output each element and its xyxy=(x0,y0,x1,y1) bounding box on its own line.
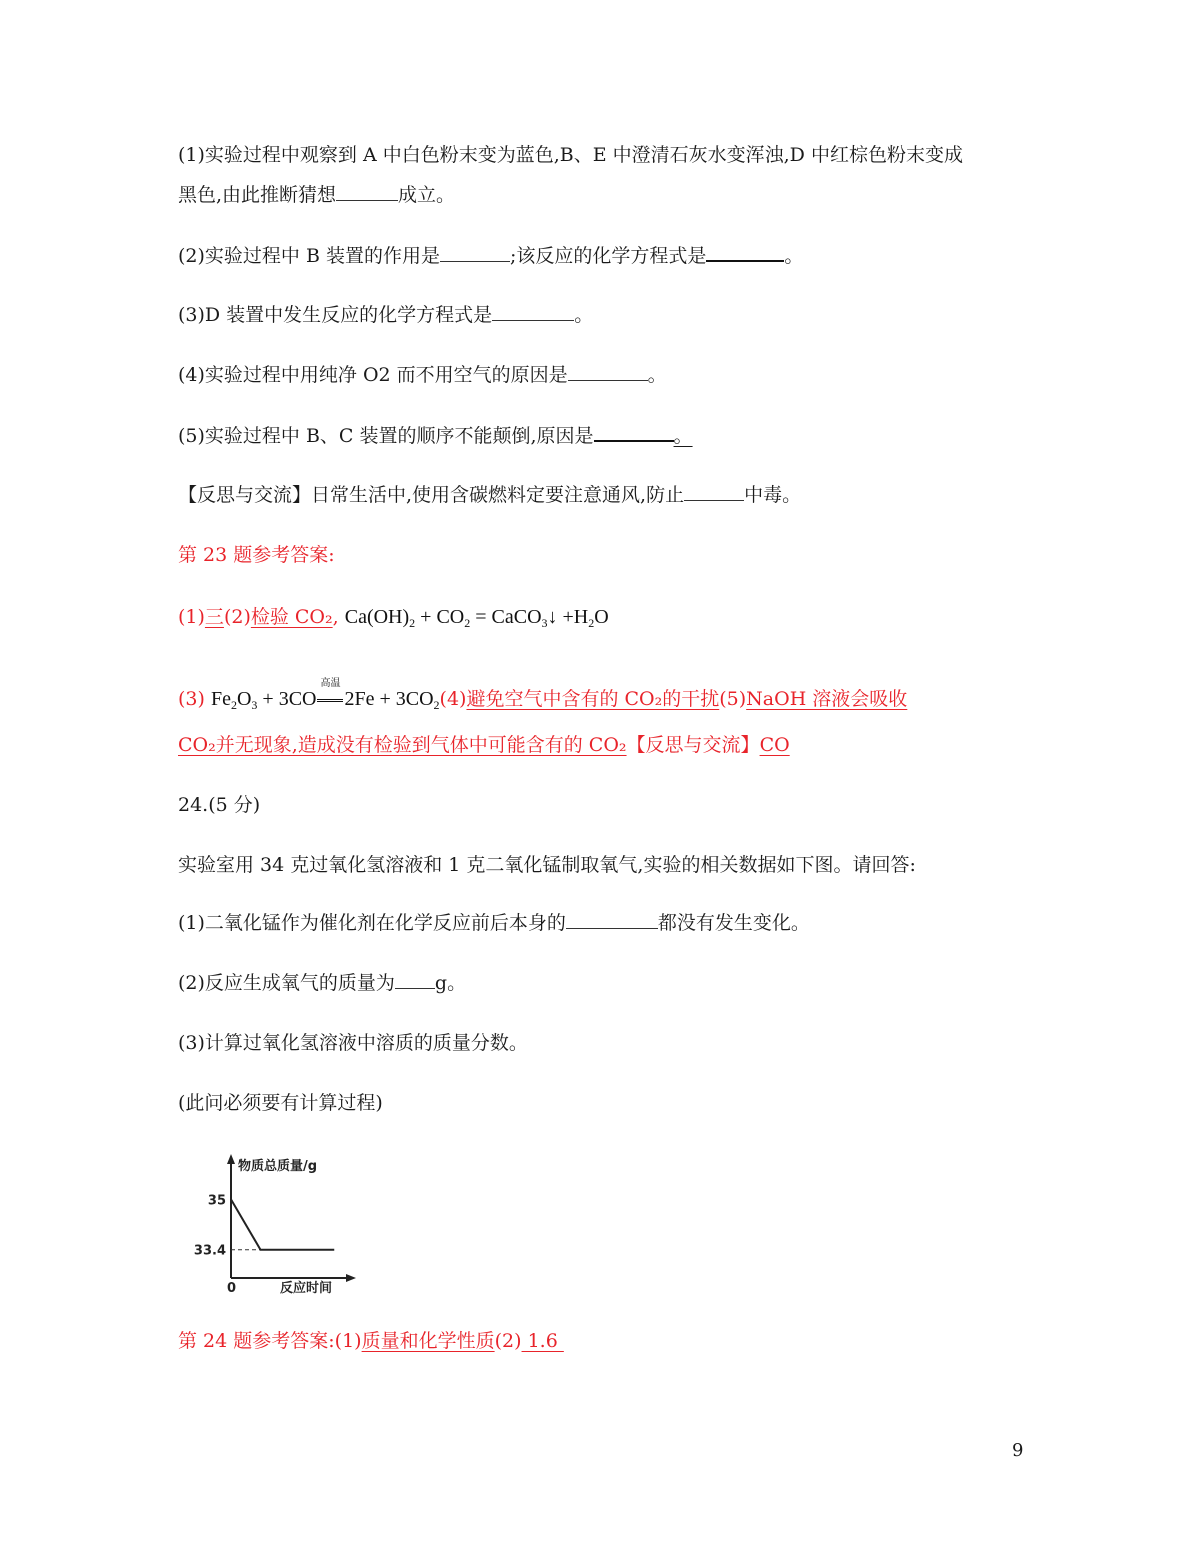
answer-23-title: 第 23 题参考答案: xyxy=(178,544,335,566)
blank[interactable] xyxy=(684,482,744,501)
origin-label: 0 xyxy=(227,1281,237,1295)
answer-23-line3: CO₂并无现象,造成没有检验到气体中可能含有的 CO₂【反思与交流】CO xyxy=(178,734,790,756)
blank[interactable] xyxy=(440,243,510,262)
answer-23-line2: (3) $Fe_2O_3 + 3CO$ 高温 $2Fe + 3CO_2(4)$避免空气中含有的 CO₂的干扰(5)NaOH 溶液会吸收 xyxy=(178,678,908,712)
q23-part1-line2: 黑色,由此推断猜想 成立。 xyxy=(178,184,456,206)
data-line-total-mass xyxy=(231,1199,334,1249)
y-tick-label-0: 35 xyxy=(207,1193,226,1209)
blank[interactable] xyxy=(566,910,658,929)
q24-header: 24.(5 分) xyxy=(178,794,261,816)
q23-part4: (4)实验过程中用纯净 O2 而不用空气的原因是 。 xyxy=(178,364,667,386)
q24-intro: 实验室用 34 克过氧化氢溶液和 1 克二氧化锰制取氧气,实验的相关数据如下图。请回答: xyxy=(178,854,916,876)
y-axis-arrow xyxy=(227,1154,235,1164)
x-axis-arrow xyxy=(346,1274,356,1282)
blank[interactable] xyxy=(492,302,574,321)
answer-23-line1: (1)三(2)检验 CO₂, $Ca(OH)_2 + CO_2$ = CaCO$_3$↓ $+H_2O$ xyxy=(178,606,609,630)
q24-part2: (2)反应生成氧气的质量为 g。 xyxy=(178,972,467,994)
q24-part1: (1)二氧化锰作为催化剂在化学反应前后本身的 都没有发生变化。 xyxy=(178,912,810,934)
q23-part2: (2)实验过程中 B 装置的作用是 ;该反应的化学方程式是 。 xyxy=(178,242,803,269)
equation-caoh2-co2: $Ca(OH)_2 + CO_2$ = CaCO$_3$↓ $+H_2O$ xyxy=(344,606,609,630)
q23-part5: (5)实验过程中 B、C 装置的顺序不能颠倒,原因是 。 xyxy=(178,422,693,449)
q24-part3: (3)计算过氧化氢溶液中溶质的质量分数。 xyxy=(178,1032,528,1054)
page-number: 9 xyxy=(1012,1440,1024,1461)
blank[interactable] xyxy=(594,422,674,442)
y-tick-label-1: 33.4 xyxy=(193,1243,226,1259)
equation-fe2o3-co: $Fe_2O_3 + 3CO$ 高温 $2Fe + 3CO_2$ xyxy=(210,678,440,712)
blank[interactable] xyxy=(336,182,398,201)
x-axis-label: 反应时间 xyxy=(280,1281,333,1295)
answer-24: 第 24 题参考答案:(1)质量和化学性质(2) 1.6 xyxy=(178,1330,564,1352)
q23-reflection: 【反思与交流】日常生活中,使用含碳燃料定要注意通风,防止 中毒。 xyxy=(178,484,802,506)
blank[interactable] xyxy=(568,362,648,381)
q23-part3: (3)D 装置中发生反应的化学方程式是 。 xyxy=(178,304,594,326)
y-axis-label: 物质总质量/g xyxy=(238,1159,318,1174)
blank[interactable] xyxy=(395,970,435,989)
blank[interactable] xyxy=(706,242,784,262)
q23-part1-line1: (1)实验过程中观察到 A 中白色粉末变为蓝色,B、E 中澄清石灰水变浑浊,D 中红棕色粉末变成 xyxy=(178,144,963,166)
mass-time-chart xyxy=(176,1150,366,1295)
q24-note: (此问必须要有计算过程) xyxy=(178,1092,383,1114)
